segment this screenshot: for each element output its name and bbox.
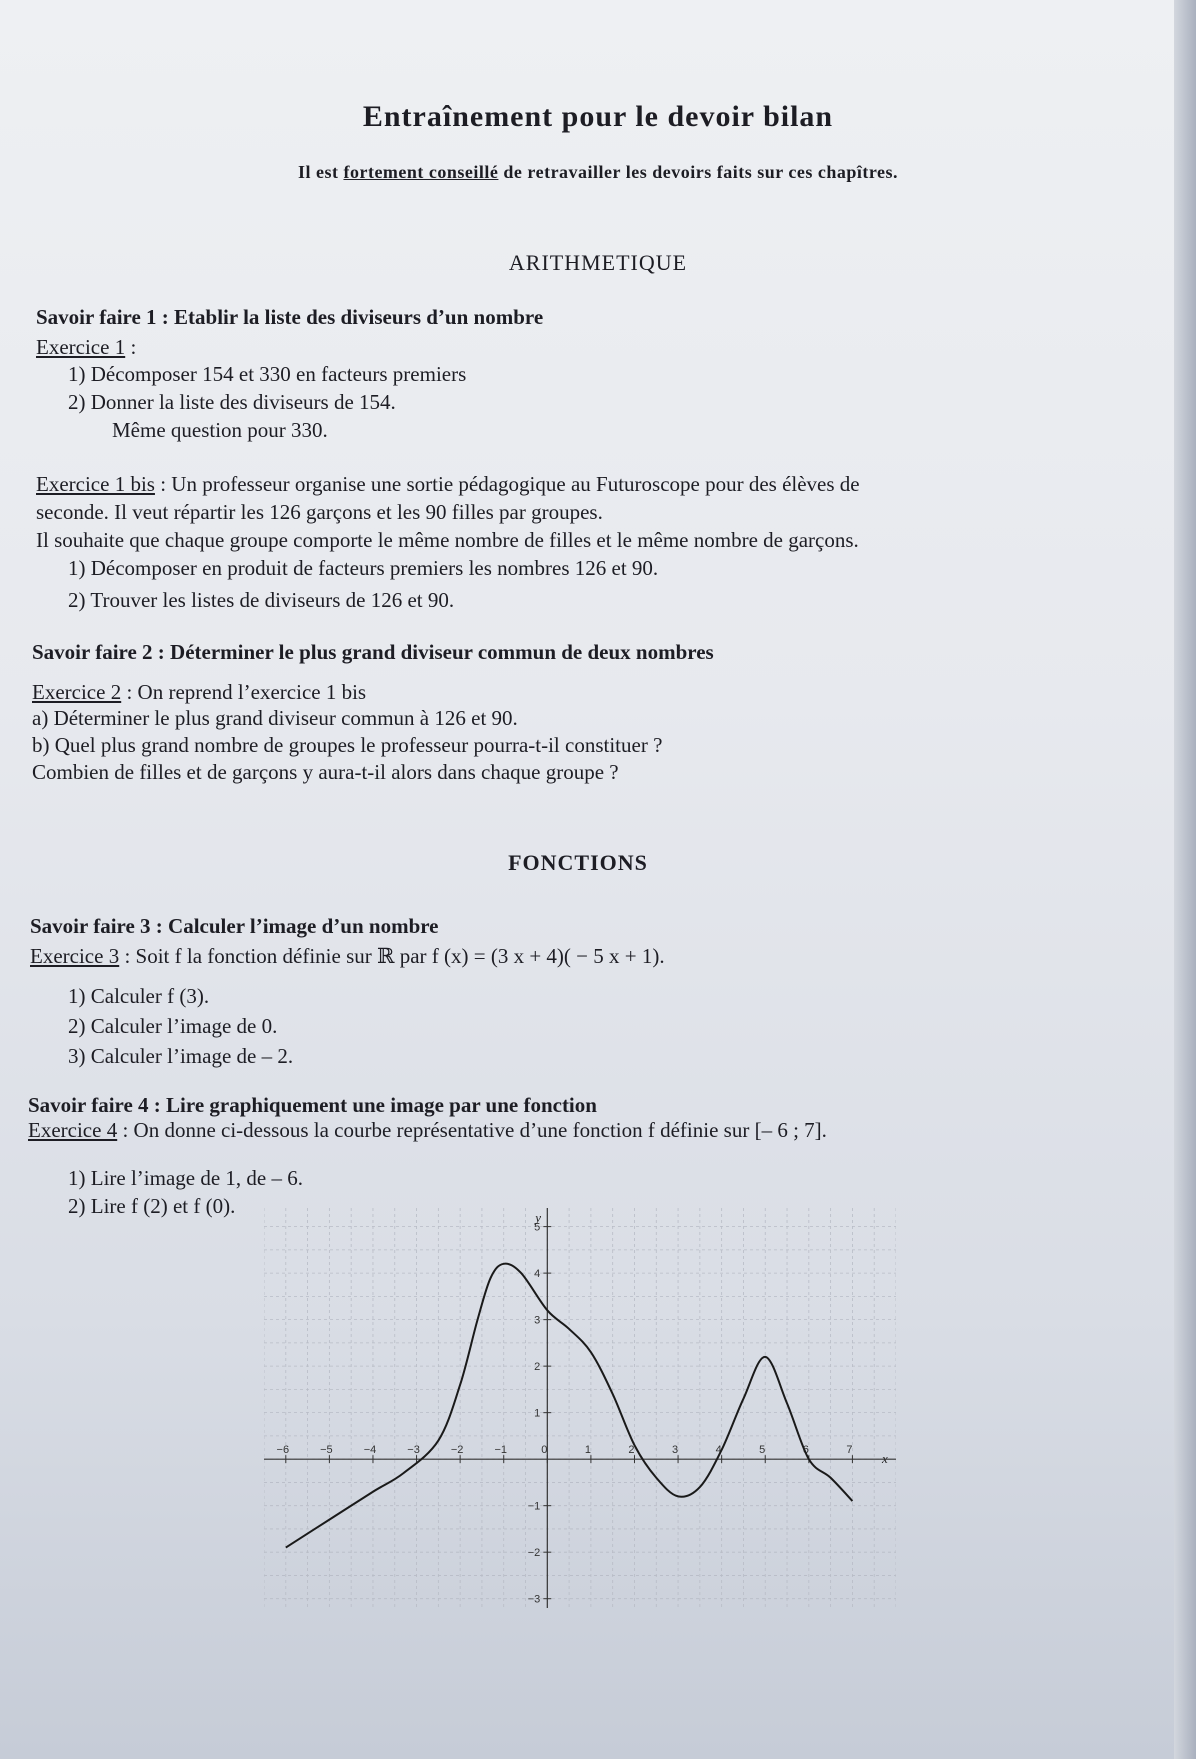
x-tick-label: 1 bbox=[584, 1444, 591, 1457]
exercise-2-c: Combien de filles et de garçons y aura-t-il alors dans chaque groupe ? bbox=[32, 760, 619, 784]
x-tick-label: 5 bbox=[759, 1444, 766, 1457]
y-tick-label: 4 bbox=[534, 1268, 541, 1281]
x-tick-label: 2 bbox=[628, 1444, 635, 1457]
function-graph-svg bbox=[264, 1208, 896, 1608]
page-title: Entraînement pour le devoir bilan bbox=[362, 100, 834, 133]
exercise-3-text: : Soit f la fonction définie sur ℝ par f (x) = (3 x + 4)( − 5 x + 1). bbox=[119, 944, 665, 968]
exercise-1-heading bbox=[36, 335, 136, 360]
x-tick-label: 6 bbox=[802, 1444, 809, 1457]
exercise-1bis-line2: seconde. Il veut répartir les 126 garçons et les 90 filles par groupes. bbox=[36, 500, 603, 524]
exercise-1-q1: 1) Décomposer 154 et 330 en facteurs premiers bbox=[68, 362, 467, 386]
exercise-1bis-intro bbox=[36, 472, 860, 497]
exercise-3-q2: 2) Calculer l’image de 0. bbox=[68, 1014, 278, 1038]
y-tick-label: −2 bbox=[527, 1547, 541, 1560]
exercise-3-intro bbox=[30, 944, 665, 969]
exercise-1bis-line3: Il souhaite que chaque groupe comporte le même nombre de filles et le même nombre de garçons. bbox=[36, 528, 859, 552]
savoir-faire-2: Savoir faire 2 : Déterminer le plus grand diviseur commun de deux nombres bbox=[32, 640, 714, 664]
exercise-4-q2: 2) Lire f (2) et f (0). bbox=[68, 1194, 236, 1218]
exercise-4-q1: 1) Lire l’image de 1, de – 6. bbox=[68, 1166, 303, 1190]
subtitle-emphasis: fortement conseillé bbox=[343, 162, 499, 182]
x-tick-label: −2 bbox=[450, 1444, 464, 1457]
y-tick-label: −1 bbox=[527, 1500, 541, 1513]
exercise-1-label: Exercice 1 bbox=[36, 335, 126, 359]
exercise-3-label: Exercice 3 bbox=[30, 944, 120, 968]
section-heading-fonctions: FONCTIONS bbox=[508, 850, 648, 875]
exercise-1bis-q1: 1) Décomposer en produit de facteurs premiers les nombres 126 et 90. bbox=[68, 556, 659, 580]
exercise-4-label: Exercice 4 bbox=[28, 1118, 118, 1142]
exercise-1-q2: 2) Donner la liste des diviseurs de 154. bbox=[68, 390, 396, 414]
section-heading-arithmetique: ARITHMETIQUE bbox=[508, 250, 688, 275]
x-tick-label: 0 bbox=[541, 1444, 548, 1457]
savoir-faire-4: Savoir faire 4 : Lire graphiquement une image par une fonction bbox=[28, 1093, 597, 1117]
exercise-2-text: : On reprend l’exercice 1 bis bbox=[121, 680, 367, 704]
exercise-1-sep: : bbox=[125, 335, 137, 359]
x-tick-label: 4 bbox=[715, 1444, 722, 1457]
subtitle-end: de retravailler les devoirs faits sur ces chapîtres. bbox=[498, 162, 899, 182]
y-tick-label: 5 bbox=[534, 1221, 541, 1234]
exercise-1bis-text: : Un professeur organise une sortie pédagogique au Futuroscope pour des élèves de bbox=[154, 472, 860, 496]
exercise-2-b: b) Quel plus grand nombre de groupes le professeur pourra-t-il constituer ? bbox=[32, 733, 663, 757]
exercise-1-q3: Même question pour 330. bbox=[112, 418, 328, 442]
y-tick-label: 1 bbox=[534, 1407, 541, 1420]
x-tick-label: −3 bbox=[407, 1444, 420, 1457]
exercise-2-intro bbox=[32, 680, 366, 705]
x-tick-label: −5 bbox=[320, 1444, 333, 1457]
subtitle-start: Il est bbox=[297, 162, 344, 182]
exercise-4-intro bbox=[28, 1118, 827, 1143]
exercise-1bis-label: Exercice 1 bis bbox=[36, 472, 155, 496]
x-axis-label: x bbox=[882, 1451, 888, 1467]
exercise-1bis-q2: 2) Trouver les listes de diviseurs de 126 et 90. bbox=[68, 588, 455, 612]
x-tick-label: −1 bbox=[494, 1444, 507, 1457]
x-tick-label: 7 bbox=[846, 1444, 853, 1457]
exercise-3-q3: 3) Calculer l’image de – 2. bbox=[68, 1044, 294, 1068]
x-tick-label: −4 bbox=[363, 1444, 377, 1457]
exercise-3-q1: 1) Calculer f (3). bbox=[68, 984, 210, 1008]
x-tick-label: −6 bbox=[276, 1444, 290, 1457]
y-tick-label: 3 bbox=[534, 1314, 541, 1327]
exercise-4-text: : On donne ci-dessous la courbe représentative d’une fonction f définie sur [– 6 ; 7]. bbox=[117, 1118, 827, 1142]
y-axis-label: y bbox=[535, 1210, 542, 1225]
y-tick-label: 2 bbox=[534, 1361, 541, 1374]
savoir-faire-3: Savoir faire 3 : Calculer l’image d’un nombre bbox=[30, 914, 439, 938]
y-tick-label: −3 bbox=[527, 1593, 541, 1606]
page-subtitle bbox=[0, 162, 1196, 183]
exercise-2-label: Exercice 2 bbox=[32, 680, 122, 704]
exercise-2-a: a) Déterminer le plus grand diviseur commun à 126 et 90. bbox=[32, 706, 518, 730]
savoir-faire-1: Savoir faire 1 : Etablir la liste des diviseurs d’un nombre bbox=[36, 305, 544, 329]
x-tick-label: 3 bbox=[672, 1444, 679, 1457]
function-graph bbox=[264, 1208, 896, 1608]
